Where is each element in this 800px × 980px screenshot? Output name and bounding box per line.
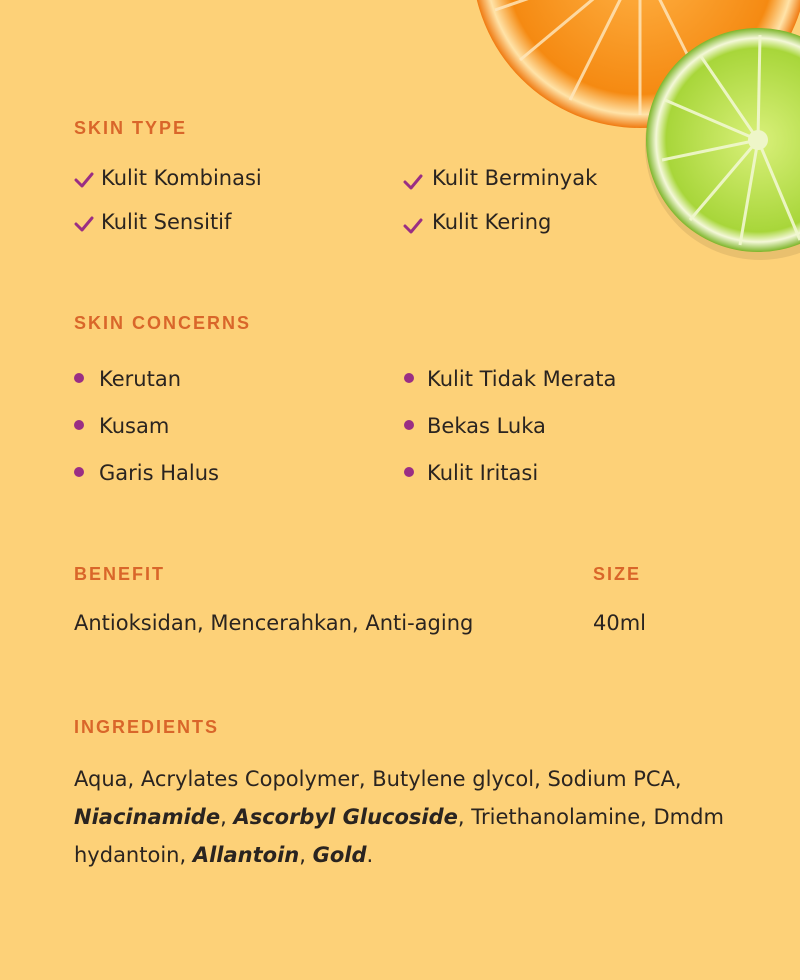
skin-type-heading: SKIN TYPE	[74, 118, 188, 138]
orange-slice	[472, 0, 800, 128]
check-icon	[403, 216, 423, 236]
ingredient-highlight: Allantoin	[192, 843, 300, 867]
ingredient-highlight: Niacinamide	[74, 805, 221, 829]
size-text: 40ml	[593, 611, 647, 635]
lime-slice	[645, 28, 800, 260]
ingredients-heading: INGREDIENTS	[74, 717, 220, 737]
skin-concern-item: Kusam	[99, 414, 170, 438]
bullet-icon	[404, 467, 414, 477]
skin-concern-item: Bekas Luka	[427, 414, 546, 438]
ingredient-highlight: Ascorbyl Glucoside	[233, 805, 458, 829]
check-icon	[74, 214, 94, 234]
skin-concern-item: Kerutan	[99, 367, 182, 391]
bullet-icon	[404, 373, 414, 383]
bullet-icon	[404, 420, 414, 430]
skin-type-item: Kulit Berminyak	[432, 166, 598, 190]
skin-concern-item: Kulit Iritasi	[427, 461, 539, 485]
ingredient-highlight: Gold	[312, 843, 367, 867]
check-icon	[403, 172, 423, 192]
size-heading: SIZE	[593, 564, 642, 584]
bullet-icon	[74, 373, 84, 383]
skin-concerns-heading: SKIN CONCERNS	[74, 313, 252, 333]
bullet-icon	[74, 420, 84, 430]
skin-concern-item: Kulit Tidak Merata	[427, 367, 617, 391]
ingredients-text: Aqua, Acrylates Copolymer, Butylene glycol, Sodium PCA, Niacinamide, Ascorbyl Glucoside, Triethanolamine, Dmdm hydantoin, Allantoin, Gold.	[74, 767, 724, 867]
check-icon	[74, 170, 94, 190]
skin-type-item: Kulit Kombinasi	[101, 166, 262, 190]
skin-type-item: Kulit Sensitif	[101, 210, 232, 234]
skin-type-item: Kulit Kering	[432, 210, 552, 234]
skin-concern-item: Garis Halus	[99, 461, 219, 485]
benefit-text: Antioksidan, Mencerahkan, Anti-aging	[74, 611, 474, 635]
bullet-icon	[74, 467, 84, 477]
benefit-heading: BENEFIT	[74, 564, 166, 584]
